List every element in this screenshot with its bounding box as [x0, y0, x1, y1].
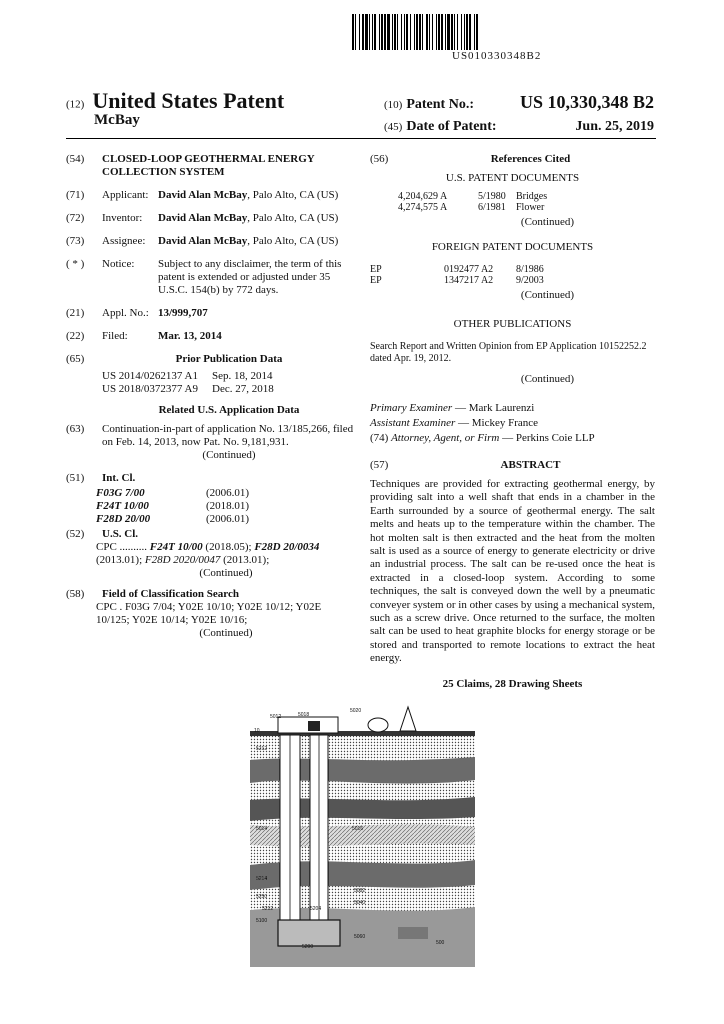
intcl-year: (2006.01): [206, 513, 250, 525]
bibliographic-left-column: [66, 153, 356, 640]
prior-pub-row: [102, 370, 356, 383]
notice-label: Notice:: [102, 258, 135, 270]
ref-name: Flower: [516, 202, 545, 213]
inventor-location: , Palo Alto, CA (US): [247, 212, 339, 224]
ref-country: EP: [370, 264, 382, 275]
primary-examiner-label: Primary Examiner: [370, 402, 453, 414]
prior-heading: Prior Publication Data: [175, 353, 283, 365]
intcl-label: Int. Cl.: [102, 472, 136, 484]
inventor-short-name: McBay: [94, 112, 140, 128]
ref-name: Bridges: [516, 191, 548, 202]
filed-entry: [66, 330, 356, 343]
intcl-class: F03G 7/00: [96, 487, 145, 499]
us-reference-row: [398, 202, 655, 213]
reference-numeral: 5100: [256, 918, 268, 924]
prior-pub-row: [102, 383, 356, 396]
abstract-code: (57): [370, 459, 389, 471]
assignee-label: Assignee:: [102, 235, 146, 247]
attorney-code: (74): [370, 432, 392, 444]
foreign-reference-row: [370, 264, 655, 275]
prior-pub-number: US 2018/0372377 A9: [102, 383, 198, 395]
abstract-heading-row: [370, 459, 655, 472]
foreign-docs-heading: FOREIGN PATENT DOCUMENTS: [431, 241, 594, 253]
reference-numeral: 5020: [350, 708, 362, 714]
notice-code: ( * ): [66, 258, 85, 270]
reference-numeral: 5212: [256, 746, 268, 752]
uscl-more: (Continued): [199, 567, 253, 579]
other-publication-text: Search Report and Written Opinion from EP Application 10152252.2 dated Apr. 19, 2012.: [370, 341, 647, 364]
reference-numeral: 10: [254, 728, 260, 734]
cpc-classification: [96, 541, 356, 580]
reference-numeral: 5018: [298, 712, 310, 718]
cpc-year: (2018.05);: [202, 541, 255, 553]
us-reference-row: [398, 191, 655, 202]
barcode-number: US010330348B2: [452, 50, 542, 62]
patent-number-row: [384, 92, 654, 113]
abstract-text: Techniques are provided for extracting geothermal energy, by providing salt into a well shaft that ends in a chamber in the Earth surrounded by a source of geothermal energy. The salt melts and heats up to the temperature within the chamber. The hot molten salt is then extracted and the heat from the molten salt is used as a source of energy to generate electricity or drive an industrial process. The salt can be re-used once the heat is extracted in a closed-loop system. According to some techniques, the salt is conveyed down the well by a pneumatic conveyer system or in other cases by using a mechanical system, such as a screw drive. Once returned to the surface, the molten salt can be used to heat graphite blocks for energy storage or be stored and transported to remote locations to extract the heat energy.: [370, 478, 656, 665]
int-cl-row: [96, 487, 356, 500]
uscl-code: (52): [66, 528, 85, 540]
abstract-heading: ABSTRACT: [500, 459, 561, 471]
cpc-class: F28D 2020/0047: [144, 554, 221, 566]
field-label: Field of Classification Search: [102, 588, 239, 600]
int-cl-row: [96, 513, 356, 526]
geothermal-chamber: [278, 920, 340, 946]
filed-value: Mar. 13, 2014: [158, 330, 222, 342]
surface-equipment: [308, 721, 320, 731]
cpc-class: F28D 20/0034: [254, 541, 320, 553]
reference-numeral: 5060: [354, 934, 366, 940]
ref-date: 6/1981: [478, 202, 506, 213]
primary-examiner: [370, 402, 655, 415]
field-of-search-entry: [66, 588, 356, 601]
prior-pub-date: Dec. 27, 2018: [212, 383, 274, 395]
prior-code: (65): [66, 353, 85, 365]
ref-number: 1347217 A2: [444, 275, 494, 286]
us-cl-entry: [66, 528, 356, 541]
cpc-class: F24T 10/00: [149, 541, 203, 553]
intcl-class: F24T 10/00: [96, 500, 149, 512]
references-heading-row: [370, 153, 655, 166]
continuation-entry: [66, 423, 356, 462]
int-cl-row: [96, 500, 356, 513]
related-heading: Related U.S. Application Data: [158, 404, 300, 416]
appl-code: (21): [66, 307, 85, 319]
us-more: (Continued): [520, 216, 575, 228]
header-divider: [66, 138, 656, 139]
ref-number: 4,274,575 A: [398, 202, 448, 213]
bibliographic-right-column: [370, 153, 655, 691]
assistant-examiner: [370, 417, 655, 430]
appl-label: Appl. No.:: [102, 307, 149, 319]
applicant-entry: [66, 189, 356, 202]
applicant-label: Applicant:: [102, 189, 149, 201]
intcl-code: (51): [66, 472, 85, 484]
document-type-header: [66, 88, 284, 114]
cont-code: (63): [66, 423, 85, 435]
reference-numeral: 5250: [256, 894, 268, 900]
cpc-label: CPC ..........: [96, 541, 148, 553]
uscl-label: U.S. Cl.: [102, 528, 139, 540]
geothermal-system-figure: [250, 705, 475, 967]
intcl-class: F28D 20/00: [96, 513, 151, 525]
int-cl-entry: [66, 472, 356, 485]
patent-no-value: US 10,330,348 B2: [519, 92, 654, 112]
filed-label: Filed:: [102, 330, 128, 342]
inventor-name: David Alan McBay: [158, 212, 248, 224]
assignee-name: David Alan McBay: [158, 235, 248, 247]
prior-publication-entry: [66, 353, 356, 366]
patent-date-row: [384, 119, 654, 135]
ref-number: 0192477 A2: [444, 264, 494, 275]
other-publications-heading: OTHER PUBLICATIONS: [453, 318, 572, 330]
assignee-location: , Palo Alto, CA (US): [247, 235, 339, 247]
barcode: [352, 14, 650, 50]
intcl-year: (2018.01): [206, 500, 250, 512]
inventor-label: Inventor:: [102, 212, 143, 224]
title-entry: [66, 153, 356, 179]
power-tower: [400, 707, 416, 731]
prior-pub-number: US 2014/0262137 A1: [102, 370, 198, 382]
notice-entry: [66, 258, 356, 297]
doc-code: (12): [66, 98, 85, 111]
refs-heading: References Cited: [490, 153, 571, 165]
ref-date: 9/2003: [516, 275, 544, 286]
assistant-examiner-label: Assistant Examiner: [370, 417, 456, 429]
applicant-name: David Alan McBay: [158, 189, 248, 201]
cont-more: (Continued): [202, 449, 256, 461]
primary-examiner-name: — Mark Laurenzi: [452, 402, 535, 414]
ref-date: 5/1980: [478, 191, 506, 202]
us-docs-heading: U.S. PATENT DOCUMENTS: [445, 172, 580, 184]
date-code: (45): [384, 121, 403, 133]
date-label: Date of Patent:: [406, 119, 497, 134]
date-value: Jun. 25, 2019: [575, 119, 654, 134]
attorney-name: — Perkins Coie LLP: [499, 432, 595, 444]
reference-numeral: 5212: [262, 906, 274, 912]
application-number-entry: [66, 307, 356, 320]
other-more: (Continued): [520, 373, 575, 385]
storage-tank: [368, 718, 388, 732]
reference-numeral: 5214: [256, 876, 268, 882]
reference-numeral: 5016: [352, 826, 364, 832]
cpc-year: (2013.01);: [220, 554, 270, 566]
intcl-year: (2006.01): [206, 487, 250, 499]
patent-no-code: (10): [384, 99, 403, 111]
reference-numeral: 500: [436, 940, 445, 946]
prior-pub-date: Sep. 18, 2014: [212, 370, 273, 382]
field-text: CPC . F03G 7/04; Y02E 10/10; Y02E 10/12; Y02E 10/125; Y02E 10/14; Y02E 10/16;: [96, 601, 322, 626]
barcode-gap: [478, 14, 479, 50]
filed-code: (22): [66, 330, 85, 342]
ref-date: 8/1986: [516, 264, 544, 275]
reference-numeral: 5012: [270, 714, 282, 720]
attorney-entry: [370, 432, 655, 445]
field-code: (58): [66, 588, 85, 600]
assignee-code: (73): [66, 235, 85, 247]
patent-no-label: Patent No.:: [406, 97, 474, 112]
assistant-examiner-name: — Mickey France: [455, 417, 539, 429]
patent-meta-header: [384, 92, 654, 141]
title-code: (54): [66, 153, 85, 165]
foreign-reference-row: [370, 275, 655, 286]
assignee-entry: [66, 235, 356, 248]
inventor-entry: [66, 212, 356, 225]
applicant-code: (71): [66, 189, 85, 201]
reference-numeral: 5082: [354, 888, 366, 894]
refs-code: (56): [370, 153, 389, 165]
reference-numeral: 5040: [354, 900, 366, 906]
notice-text: Subject to any disclaimer, the term of this patent is extended or adjusted under 35 U.S.C. 154(b) by 772 days.: [158, 258, 342, 296]
invention-title: CLOSED-LOOP GEOTHERMAL ENERGY COLLECTION SYSTEM: [102, 153, 315, 178]
ref-country: EP: [370, 275, 382, 286]
foreign-more: (Continued): [520, 289, 575, 301]
appl-value: 13/999,707: [158, 307, 208, 319]
reference-numeral: 5014: [256, 826, 268, 832]
claims-line: 25 Claims, 28 Drawing Sheets: [442, 677, 583, 690]
applicant-location: , Palo Alto, CA (US): [247, 189, 339, 201]
field-of-search-text: [96, 601, 356, 640]
attorney-label: Attorney, Agent, or Firm: [391, 432, 500, 444]
doc-type-title: United States Patent: [92, 88, 285, 113]
reference-numeral: 5204: [310, 906, 322, 912]
reference-numeral: 5200: [302, 944, 314, 950]
ref-number: 4,204,629 A: [398, 191, 448, 202]
field-more: (Continued): [199, 627, 253, 639]
cont-text: Continuation-in-part of application No. 13/185,266, filed on Feb. 14, 2013, now Pat. No. 9,181,931.: [102, 423, 354, 448]
magma-source: [398, 927, 428, 939]
cpc-year: (2013.01);: [96, 554, 145, 566]
inventor-code: (72): [66, 212, 85, 224]
